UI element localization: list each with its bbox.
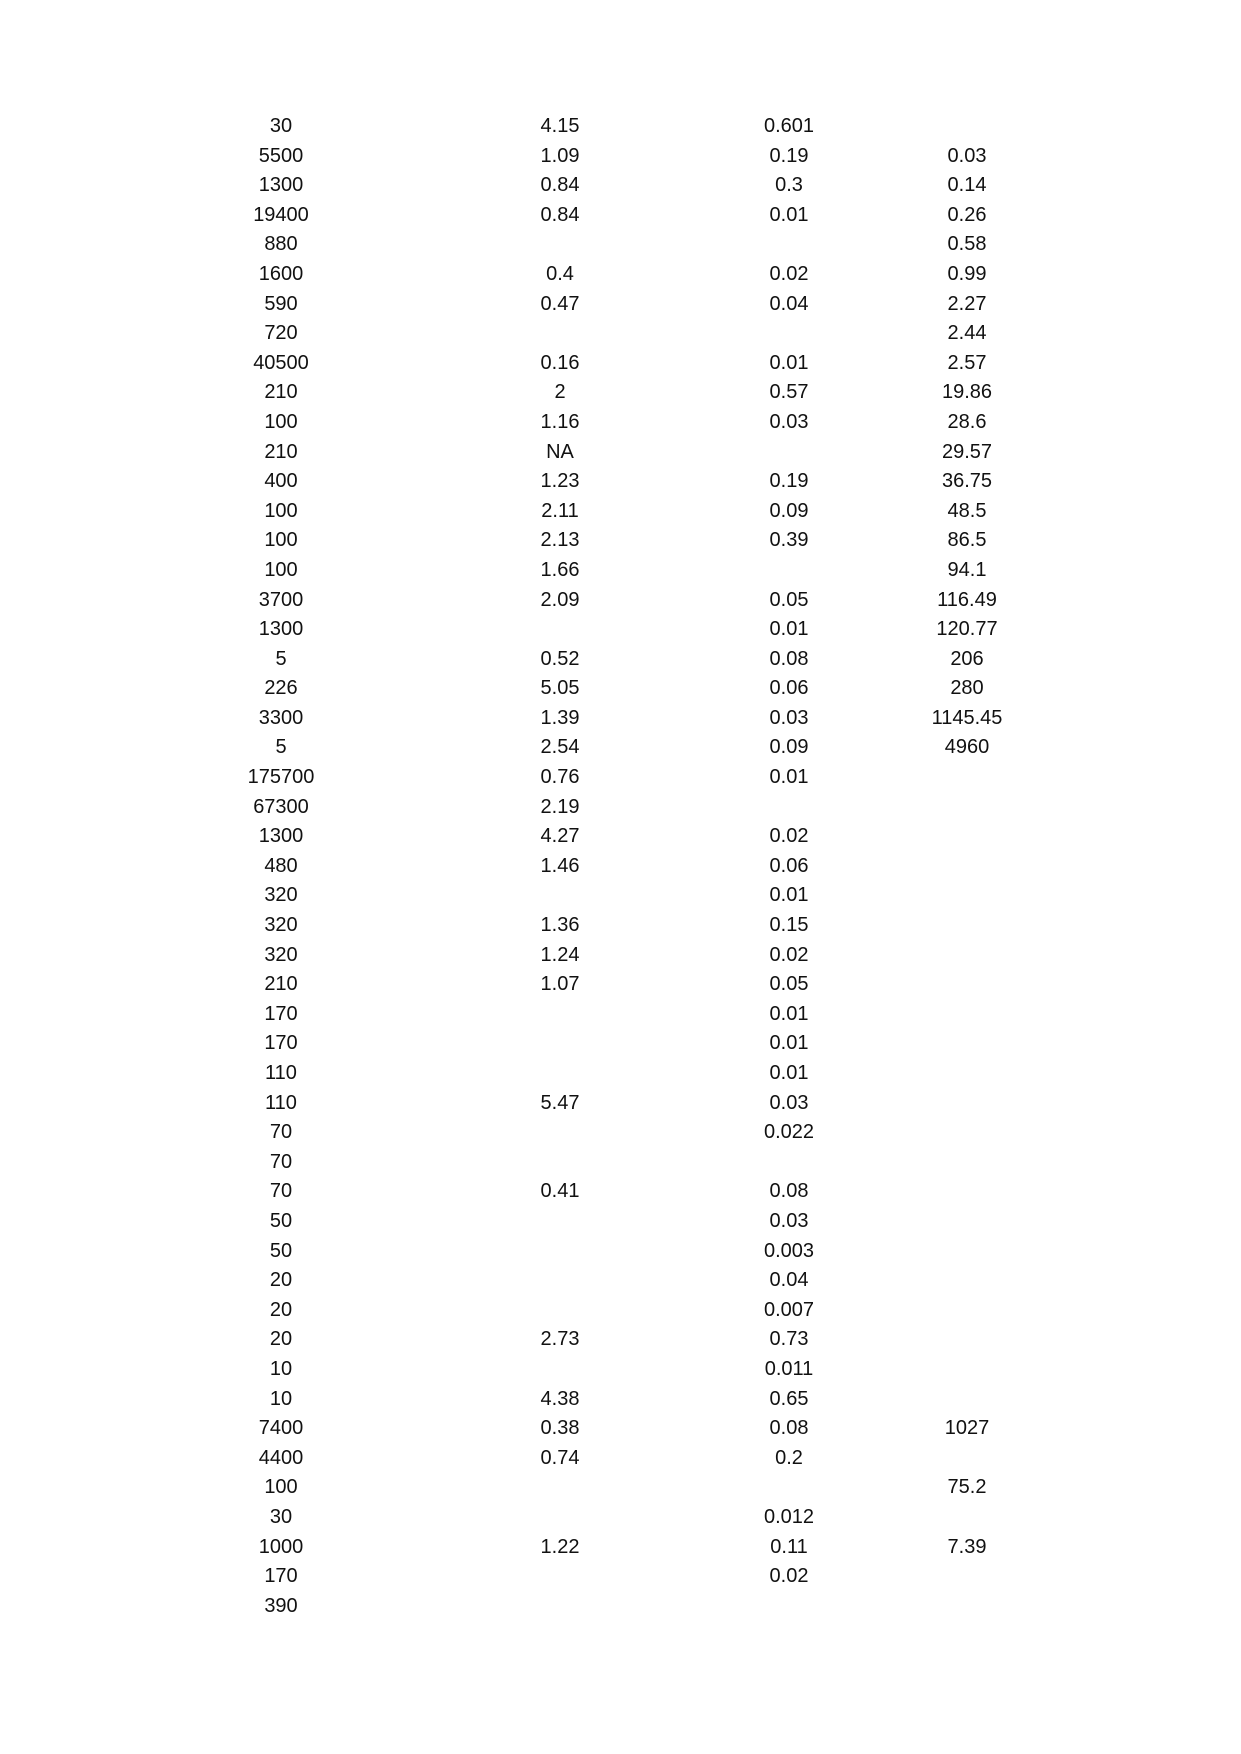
table-row xyxy=(0,1503,1241,1533)
table-cell-col-4: 48.5 xyxy=(947,499,987,522)
table-row xyxy=(0,1000,1241,1030)
table-cell-col-3: 0.06 xyxy=(769,854,809,877)
table-row xyxy=(0,1266,1241,1296)
table-cell-col-3: 0.06 xyxy=(769,677,809,700)
data-table xyxy=(0,112,1241,1621)
table-cell-col-4: 2.27 xyxy=(947,292,987,315)
table-cell-col-4: 0.03 xyxy=(947,144,987,167)
table-cell-col-3: 0.39 xyxy=(769,529,809,552)
table-cell-col-4: 206 xyxy=(950,647,984,670)
table-cell-col-3: 0.19 xyxy=(769,470,809,493)
table-cell-col-4: 0.58 xyxy=(947,233,987,256)
table-cell-col-1: 40500 xyxy=(253,351,309,374)
table-cell-col-4: 94.1 xyxy=(947,558,987,581)
table-cell-col-3: 0.022 xyxy=(763,1121,815,1144)
table-cell-col-3: 0.08 xyxy=(769,647,809,670)
table-cell-col-2: 5.05 xyxy=(540,677,580,700)
table-cell-col-2: 1.07 xyxy=(540,973,580,996)
table-cell-col-1: 70 xyxy=(269,1150,293,1173)
table-cell-col-3: 0.007 xyxy=(763,1298,815,1321)
table-cell-col-2: 2.19 xyxy=(540,795,580,818)
table-cell-col-1: 20 xyxy=(269,1298,293,1321)
table-cell-col-2: 4.38 xyxy=(540,1387,580,1410)
table-cell-col-1: 320 xyxy=(264,914,298,937)
table-cell-col-3: 0.73 xyxy=(769,1328,809,1351)
table-cell-col-1: 720 xyxy=(264,322,298,345)
table-cell-col-1: 226 xyxy=(264,677,298,700)
table-cell-col-3: 0.01 xyxy=(769,884,809,907)
table-cell-col-1: 170 xyxy=(264,1032,298,1055)
table-row xyxy=(0,1592,1241,1622)
table-cell-col-3: 0.05 xyxy=(769,588,809,611)
table-cell-col-4: 116.49 xyxy=(937,588,997,611)
table-cell-col-3: 0.003 xyxy=(763,1239,815,1262)
table-row xyxy=(0,793,1241,823)
table-cell-col-1: 320 xyxy=(264,884,298,907)
table-cell-col-3: 0.02 xyxy=(769,943,809,966)
table-row xyxy=(0,1089,1241,1119)
table-row xyxy=(0,674,1241,704)
table-cell-col-2: 1.09 xyxy=(540,144,580,167)
table-cell-col-2: 0.52 xyxy=(540,647,580,670)
table-cell-col-3: 0.601 xyxy=(763,115,815,137)
table-cell-col-3: 0.08 xyxy=(769,1180,809,1203)
table-cell-col-2: 1.66 xyxy=(540,558,580,581)
table-row xyxy=(0,1237,1241,1267)
table-cell-col-1: 30 xyxy=(269,115,293,137)
table-cell-col-1: 100 xyxy=(264,499,298,522)
table-cell-col-1: 880 xyxy=(264,233,298,256)
table-cell-col-4: 75.2 xyxy=(947,1476,987,1499)
table-cell-col-1: 175700 xyxy=(247,766,315,789)
table-cell-col-3: 0.08 xyxy=(769,1417,809,1440)
table-row xyxy=(0,1118,1241,1148)
table-cell-col-4: 29.57 xyxy=(941,440,993,463)
table-cell-col-2: NA xyxy=(546,440,574,463)
table-cell-col-4: 4960 xyxy=(944,736,990,759)
table-cell-col-2: 0.41 xyxy=(540,1180,580,1203)
table-cell-col-3: 0.01 xyxy=(769,351,809,374)
table-cell-col-1: 30 xyxy=(269,1505,293,1528)
table-cell-col-4: 7.39 xyxy=(947,1535,987,1558)
table-cell-col-1: 10 xyxy=(269,1357,293,1380)
table-row xyxy=(0,822,1241,852)
table-cell-col-3: 0.2 xyxy=(775,1446,803,1469)
table-cell-col-3: 0.03 xyxy=(769,1091,809,1114)
table-cell-col-2: 1.16 xyxy=(540,410,580,433)
table-row xyxy=(0,1562,1241,1592)
table-row xyxy=(0,1296,1241,1326)
table-cell-col-2: 4.27 xyxy=(540,825,580,848)
table-cell-col-3: 0.03 xyxy=(769,706,809,729)
table-cell-col-2: 4.15 xyxy=(540,115,580,137)
table-cell-col-3: 0.012 xyxy=(763,1505,815,1528)
table-cell-col-4: 1145.45 xyxy=(931,706,1003,729)
table-cell-col-4: 0.99 xyxy=(947,262,987,285)
table-cell-col-3: 0.05 xyxy=(769,973,809,996)
table-row xyxy=(0,1059,1241,1089)
table-cell-col-3: 0.01 xyxy=(769,1002,809,1025)
table-row xyxy=(0,1533,1241,1563)
table-row xyxy=(0,556,1241,586)
table-cell-col-1: 210 xyxy=(264,973,298,996)
table-cell-col-3: 0.02 xyxy=(769,262,809,285)
table-row xyxy=(0,526,1241,556)
table-cell-col-4: 86.5 xyxy=(947,529,987,552)
table-cell-col-3: 0.02 xyxy=(769,825,809,848)
table-cell-col-3: 0.02 xyxy=(769,1565,809,1588)
table-cell-col-1: 110 xyxy=(265,1062,297,1084)
table-cell-col-4: 19.86 xyxy=(941,381,993,404)
table-cell-col-1: 3300 xyxy=(258,706,304,729)
table-row xyxy=(0,970,1241,1000)
table-cell-col-1: 210 xyxy=(264,381,298,404)
table-cell-col-3: 0.19 xyxy=(769,144,809,167)
table-cell-col-1: 70 xyxy=(269,1121,293,1144)
table-row xyxy=(0,763,1241,793)
table-cell-col-1: 7400 xyxy=(258,1417,304,1440)
table-cell-col-3: 0.65 xyxy=(769,1387,809,1410)
table-cell-col-1: 1000 xyxy=(258,1535,304,1558)
table-cell-col-1: 100 xyxy=(264,1476,298,1499)
table-cell-col-1: 210 xyxy=(264,440,298,463)
table-row xyxy=(0,112,1241,142)
table-cell-col-2: 2.73 xyxy=(540,1328,580,1351)
table-cell-col-3: 0.11 xyxy=(770,1535,808,1558)
table-row xyxy=(0,378,1241,408)
table-row xyxy=(0,1414,1241,1444)
table-cell-col-3: 0.04 xyxy=(769,1269,809,1292)
table-cell-col-4: 120.77 xyxy=(936,618,998,641)
table-cell-col-1: 1300 xyxy=(258,618,304,641)
table-cell-col-1: 20 xyxy=(269,1328,293,1351)
table-row xyxy=(0,349,1241,379)
table-cell-col-2: 0.84 xyxy=(540,174,580,197)
table-cell-col-2: 0.47 xyxy=(540,292,580,315)
table-cell-col-1: 67300 xyxy=(253,795,309,818)
table-cell-col-1: 100 xyxy=(264,558,298,581)
table-cell-col-3: 0.15 xyxy=(769,914,809,937)
table-cell-col-3: 0.01 xyxy=(769,766,809,789)
table-cell-col-1: 1600 xyxy=(258,262,304,285)
table-cell-col-2: 2.09 xyxy=(540,588,580,611)
table-cell-col-1: 1300 xyxy=(258,825,304,848)
table-cell-col-4: 2.44 xyxy=(947,322,987,345)
table-row xyxy=(0,1207,1241,1237)
table-cell-col-1: 110 xyxy=(265,1091,297,1114)
table-row xyxy=(0,142,1241,172)
table-row xyxy=(0,645,1241,675)
table-cell-col-3: 0.01 xyxy=(769,203,809,226)
table-cell-col-4: 2.57 xyxy=(947,351,987,374)
table-cell-col-4: 28.6 xyxy=(947,410,987,433)
table-cell-col-3: 0.09 xyxy=(769,499,809,522)
table-cell-col-4: 0.14 xyxy=(947,174,987,197)
table-row xyxy=(0,230,1241,260)
table-cell-col-1: 20 xyxy=(269,1269,293,1292)
table-cell-col-3: 0.09 xyxy=(769,736,809,759)
table-cell-col-2: 1.24 xyxy=(540,943,580,966)
table-cell-col-1: 590 xyxy=(264,292,298,315)
table-cell-col-1: 170 xyxy=(264,1002,298,1025)
table-row xyxy=(0,1325,1241,1355)
table-cell-col-3: 0.04 xyxy=(769,292,809,315)
table-cell-col-2: 1.36 xyxy=(540,914,580,937)
table-cell-col-1: 480 xyxy=(264,854,298,877)
table-cell-col-3: 0.03 xyxy=(769,410,809,433)
table-cell-col-1: 320 xyxy=(264,943,298,966)
table-row xyxy=(0,201,1241,231)
table-cell-col-2: 0.84 xyxy=(540,203,580,226)
table-cell-col-3: 0.03 xyxy=(769,1209,809,1232)
table-cell-col-1: 100 xyxy=(264,529,298,552)
table-cell-col-1: 1300 xyxy=(258,174,304,197)
table-cell-col-1: 390 xyxy=(264,1594,298,1617)
table-cell-col-2: 1.46 xyxy=(540,854,580,877)
table-cell-col-1: 170 xyxy=(264,1565,298,1588)
table-cell-col-2: 2 xyxy=(554,381,566,404)
table-cell-col-2: 0.38 xyxy=(540,1417,580,1440)
table-cell-col-1: 50 xyxy=(269,1209,293,1232)
table-row xyxy=(0,704,1241,734)
table-row xyxy=(0,852,1241,882)
table-cell-col-4: 1027 xyxy=(944,1417,990,1440)
table-cell-col-2: 0.4 xyxy=(546,262,574,285)
table-cell-col-1: 50 xyxy=(269,1239,293,1262)
table-cell-col-3: 0.01 xyxy=(769,1062,809,1084)
table-row xyxy=(0,171,1241,201)
table-cell-col-1: 19400 xyxy=(253,203,309,226)
table-cell-col-4: 280 xyxy=(950,677,984,700)
table-row xyxy=(0,1385,1241,1415)
table-row xyxy=(0,586,1241,616)
table-cell-col-1: 5500 xyxy=(258,144,304,167)
table-cell-col-2: 0.76 xyxy=(540,766,580,789)
table-cell-col-2: 1.23 xyxy=(540,470,580,493)
table-row xyxy=(0,911,1241,941)
table-row xyxy=(0,497,1241,527)
table-cell-col-1: 4400 xyxy=(258,1446,304,1469)
table-cell-col-2: 0.16 xyxy=(540,351,580,374)
table-cell-col-4: 0.26 xyxy=(947,203,987,226)
table-row xyxy=(0,1444,1241,1474)
table-cell-col-2: 2.13 xyxy=(540,529,580,552)
table-row xyxy=(0,1473,1241,1503)
table-cell-col-1: 3700 xyxy=(258,588,304,611)
table-cell-col-3: 0.01 xyxy=(769,618,809,641)
table-cell-col-1: 10 xyxy=(269,1387,293,1410)
table-cell-col-3: 0.57 xyxy=(769,381,809,404)
table-row xyxy=(0,1355,1241,1385)
table-cell-col-2: 0.74 xyxy=(540,1446,580,1469)
table-row xyxy=(0,733,1241,763)
table-cell-col-3: 0.011 xyxy=(764,1357,814,1380)
table-cell-col-1: 5 xyxy=(275,647,287,670)
table-cell-col-3: 0.01 xyxy=(769,1032,809,1055)
table-row xyxy=(0,290,1241,320)
table-cell-col-1: 70 xyxy=(269,1180,293,1203)
table-row xyxy=(0,260,1241,290)
table-row xyxy=(0,408,1241,438)
table-cell-col-1: 100 xyxy=(264,410,298,433)
table-cell-col-3: 0.3 xyxy=(775,174,803,197)
table-row xyxy=(0,1177,1241,1207)
table-cell-col-2: 2.54 xyxy=(540,736,580,759)
table-cell-col-2: 2.11 xyxy=(541,499,579,522)
table-row xyxy=(0,467,1241,497)
table-cell-col-2: 1.22 xyxy=(540,1535,580,1558)
table-row xyxy=(0,881,1241,911)
table-cell-col-2: 1.39 xyxy=(540,706,580,729)
table-row xyxy=(0,615,1241,645)
table-row xyxy=(0,1029,1241,1059)
table-row xyxy=(0,1148,1241,1178)
table-row xyxy=(0,319,1241,349)
table-row xyxy=(0,941,1241,971)
table-row xyxy=(0,438,1241,468)
table-cell-col-4: 36.75 xyxy=(941,470,993,493)
table-cell-col-1: 400 xyxy=(264,470,298,493)
table-cell-col-1: 5 xyxy=(275,736,287,759)
table-cell-col-2: 5.47 xyxy=(540,1091,580,1114)
